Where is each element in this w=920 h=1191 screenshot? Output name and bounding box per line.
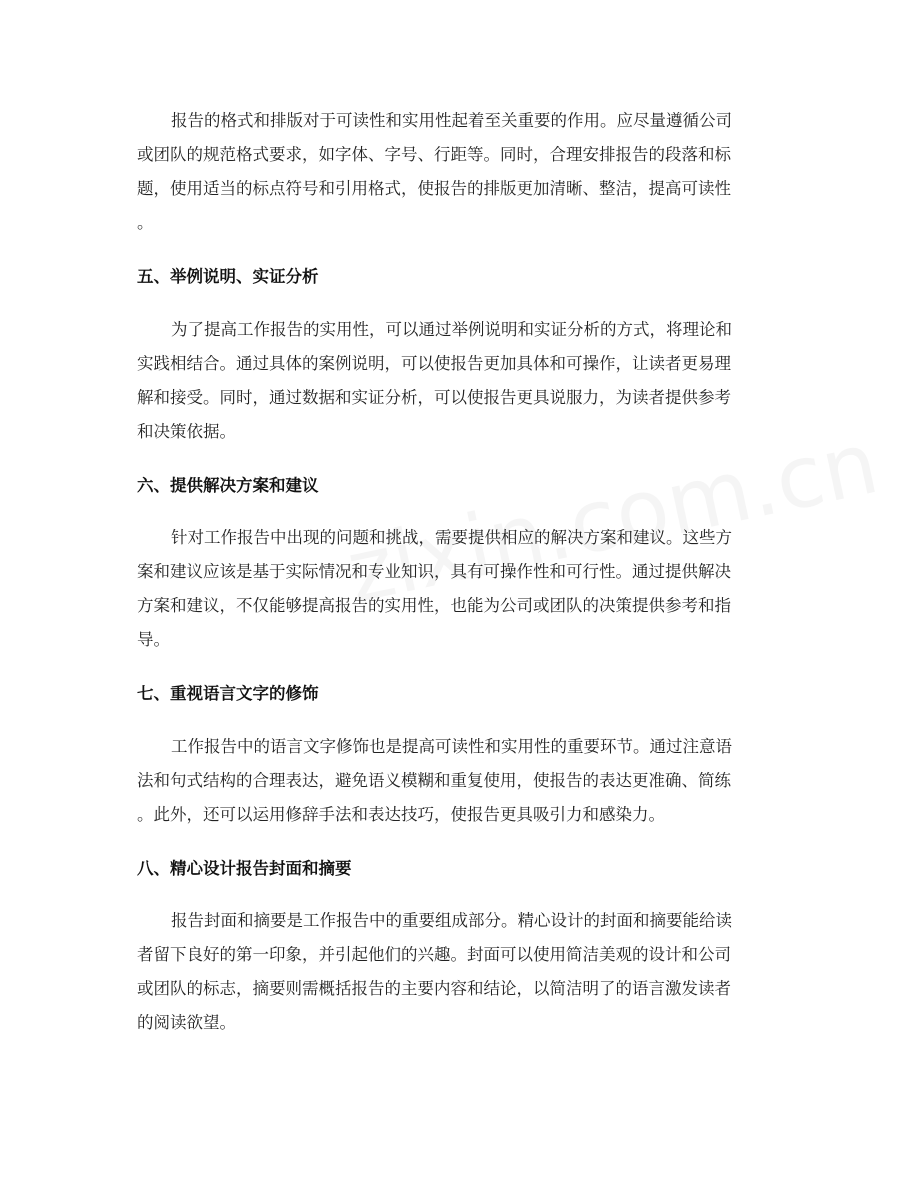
paragraph-line: 题，使用适当的标点符号和引用格式，使报告的排版更加清晰、整洁，提高可读性 (137, 179, 731, 198)
paragraph-line: 报告的格式和排版对于可读性和实用性起着至关重要的作用。应尽量遵循公司 (171, 111, 732, 130)
paragraph-line: 导。 (137, 630, 170, 649)
paragraph-line: 。此外，还可以运用修辞手法和表达技巧，使报告更具吸引力和感染力。 (137, 805, 665, 824)
paragraph-line: 或团队的规范格式要求，如字体、字号、行距等。同时，合理安排报告的段落和标 (137, 145, 731, 164)
section-heading: 七、重视语言文字的修饰 (137, 684, 319, 703)
paragraph-line: 案和建议应该是基于实际情况和专业知识，具有可操作性和可行性。通过提供解决 (137, 562, 731, 581)
paragraph-line: 的阅读欲望。 (137, 1013, 236, 1032)
paragraph-line: 实践相结合。通过具体的案例说明，可以使报告更加具体和可操作，让读者更易理 (137, 354, 731, 373)
paragraph-line: 或团队的标志，摘要则需概括报告的主要内容和结论，以简洁明了的语言激发读者 (137, 979, 731, 998)
paragraph-line: 者留下良好的第一印象，并引起他们的兴趣。封面可以使用简洁美观的设计和公司 (137, 945, 731, 964)
paragraph-line: 法和句式结构的合理表达，避免语义模糊和重复使用，使报告的表达更准确、简练 (137, 771, 731, 790)
section-heading: 八、精心设计报告封面和摘要 (137, 859, 352, 878)
paragraph-line: 为了提高工作报告的实用性，可以通过举例说明和实证分析的方式，将理论和 (171, 320, 732, 339)
paragraph-line: 报告封面和摘要是工作报告中的重要组成部分。精心设计的封面和摘要能给读 (171, 911, 732, 930)
section-heading: 五、举例说明、实证分析 (137, 267, 319, 286)
paragraph-line: 针对工作报告中出现的问题和挑战，需要提供相应的解决方案和建议。这些方 (171, 528, 732, 547)
watermark (340, 418, 885, 618)
paragraph-line: 工作报告中的语言文字修饰也是提高可读性和实用性的重要环节。通过注意语 (171, 737, 732, 756)
paragraph-line: 和决策依据。 (137, 422, 236, 441)
paragraph-line: 。 (137, 213, 154, 232)
paragraph-line: 解和接受。同时，通过数据和实证分析，可以使报告更具说服力，为读者提供参考 (137, 388, 731, 407)
section-heading: 六、提供解决方案和建议 (137, 476, 319, 495)
paragraph-line: 方案和建议，不仅能够提高报告的实用性，也能为公司或团队的决策提供参考和指 (137, 596, 731, 615)
